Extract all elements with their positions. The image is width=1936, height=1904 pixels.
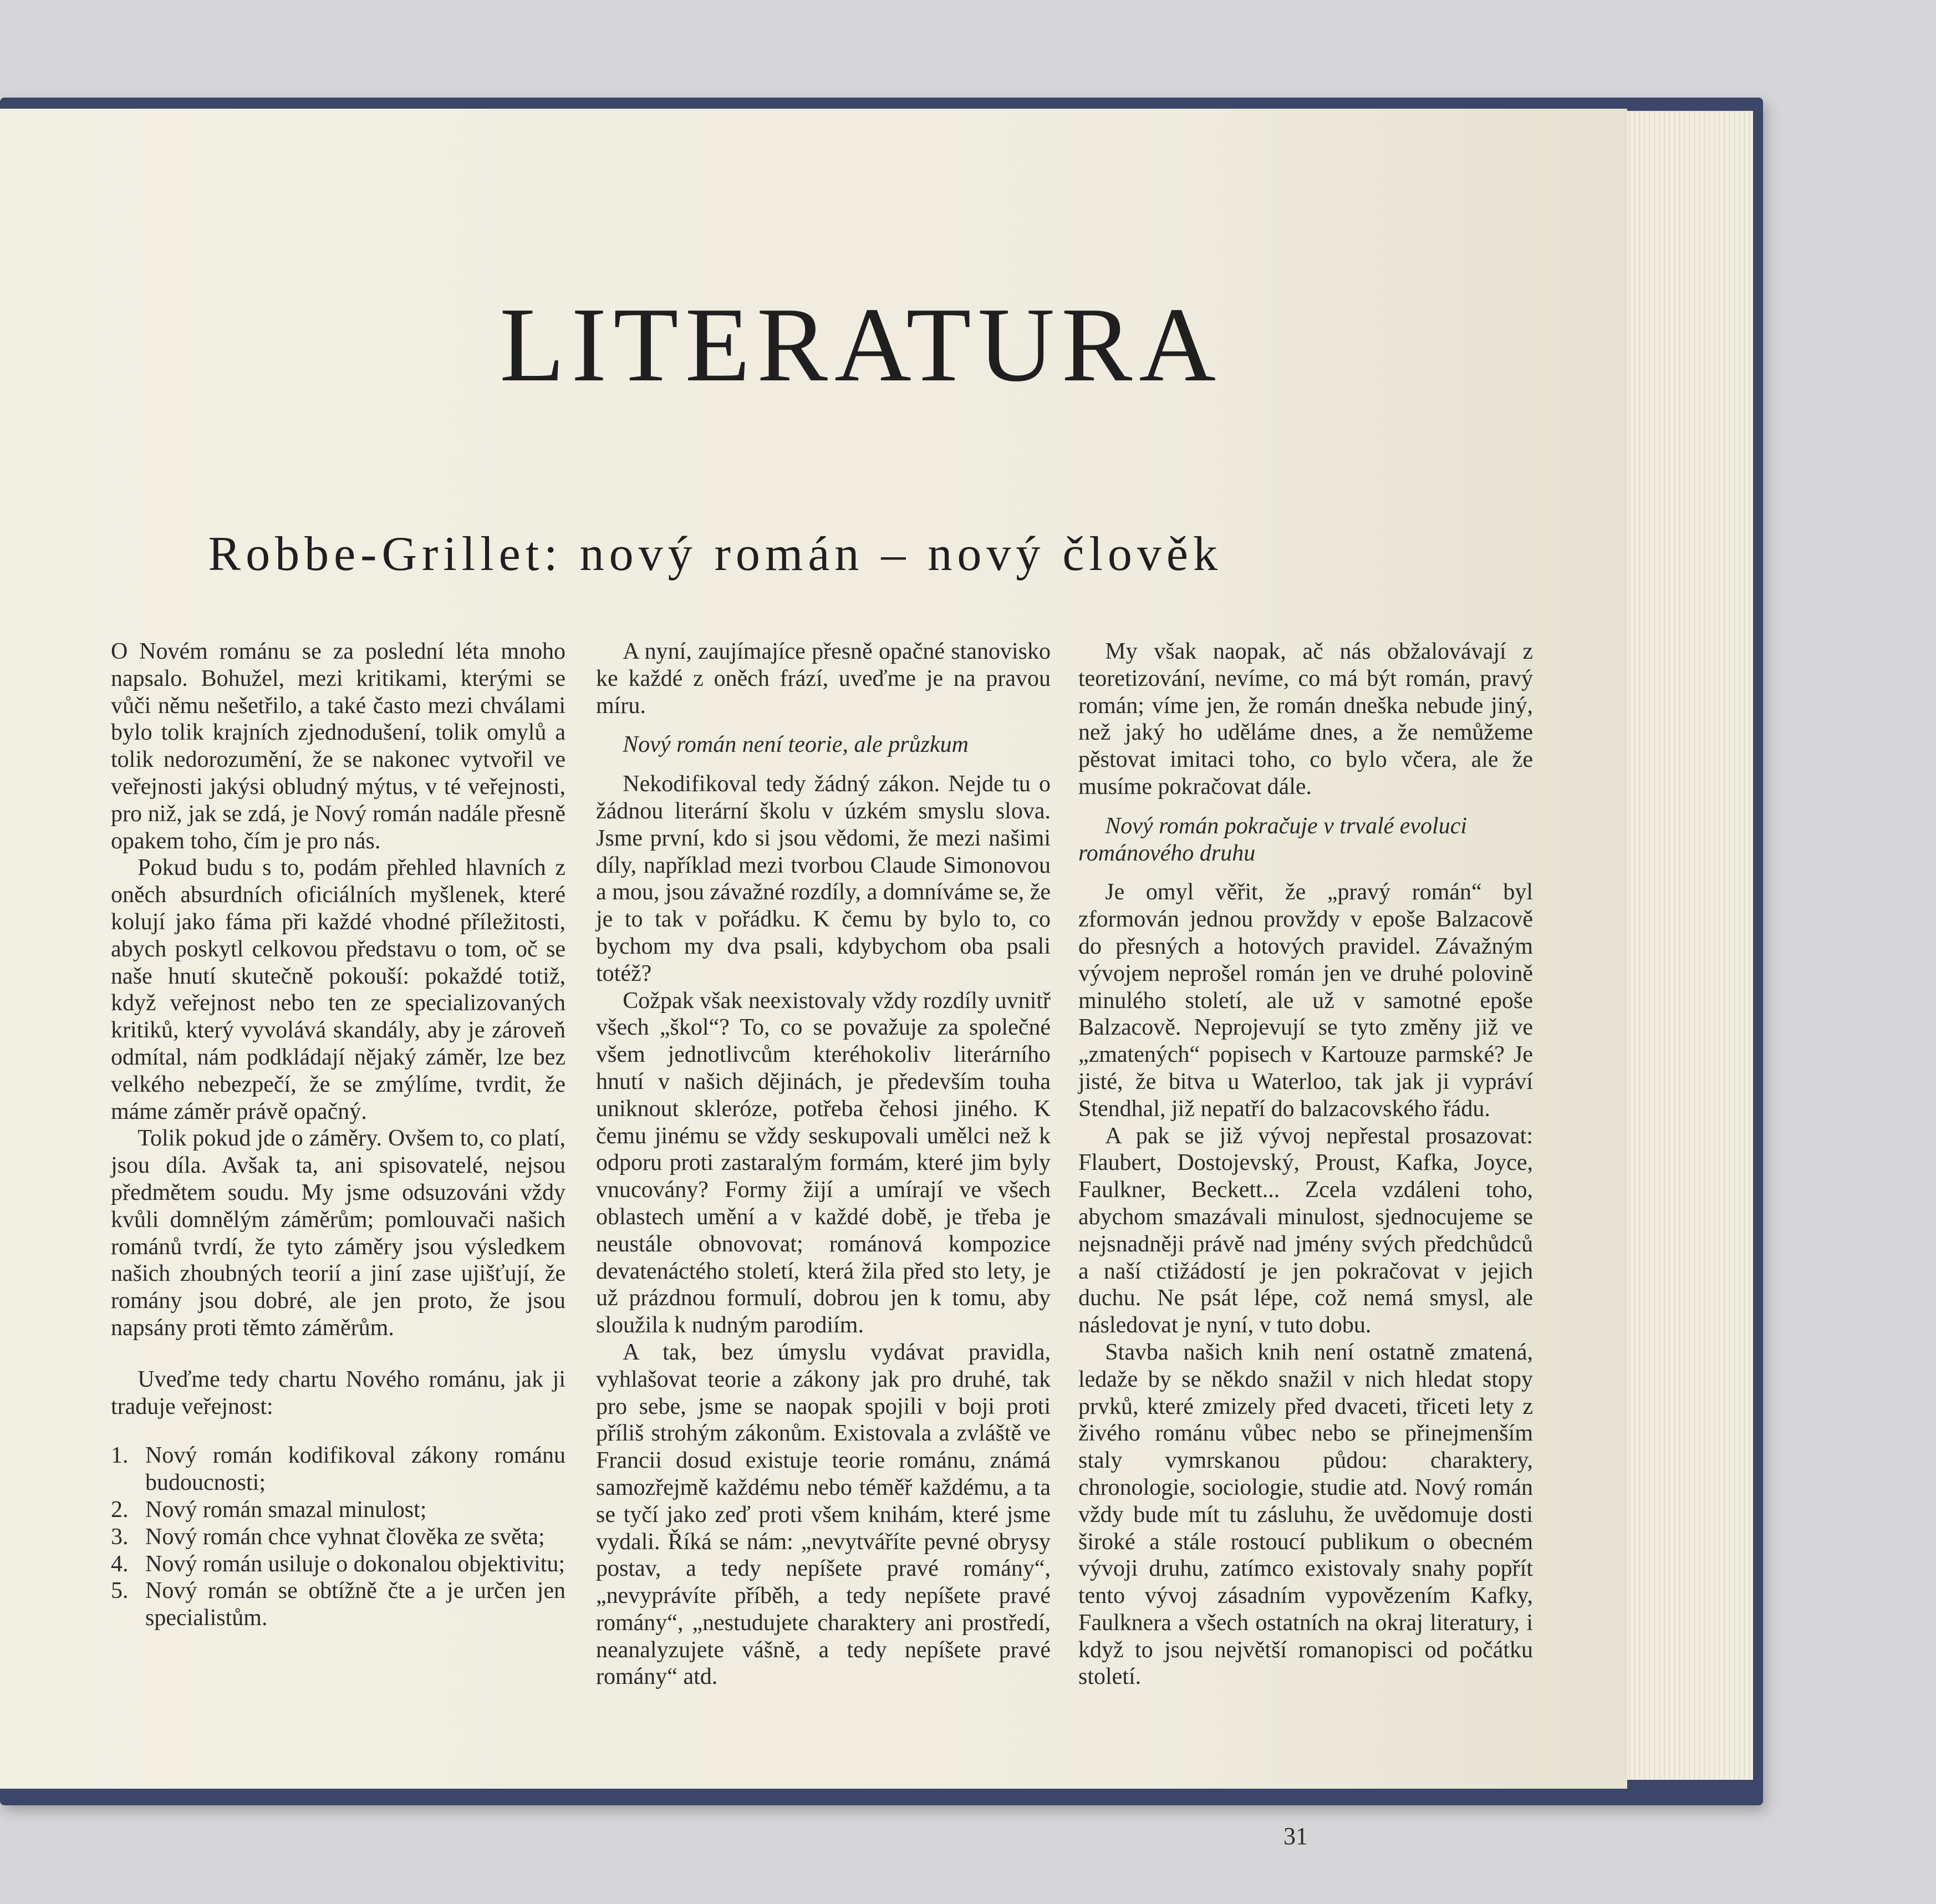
article-title: Robbe-Grillet: nový román – nový člověk xyxy=(208,527,1222,581)
charter-list xyxy=(111,1442,565,1632)
list-number: 3. xyxy=(111,1524,129,1550)
list-text: Nový román smazal minulost; xyxy=(145,1496,427,1523)
list-text: Nový román usiluje o dokonalou objektivitu; xyxy=(145,1551,565,1577)
list-number: 5. xyxy=(111,1578,129,1604)
list-number: 4. xyxy=(111,1551,129,1577)
page-block-edge xyxy=(1624,111,1753,1780)
paragraph: Cožpak však neexistovaly vždy rozdíly uvnitř všech „škol“? To, co se považuje za společné všem jednotlivcům kteréhokoliv literárního hnutí v našich dějinách, je především touha uniknout skleróze, potřeba čehosi jiného. K čemu jinému se vždy seskupovali umělci než k odporu proti zastaralým formám, které jim byly vnucovány? Formy žijí a umírají ve všech oblastech umění a v každé době, je třeba je neustále obnovovat; románová kompozice devatenáctého století, která žila před sto lety, je už prázdnou formulí, dobrou jen k tomu, aby sloužila k nudným parodiím. xyxy=(596,987,1051,1338)
paragraph: A pak se již vývoj nepřestal prosazovat: Flaubert, Dostojevský, Proust, Kafka, Joyce, Faulkner, Beckett... Zcela vzdáleni toho, abychom smazávali minulost, sjednocujeme se nejsnadněji právě nad jmény svých předchůdců a naší ctižádostí je jen pokračovat v jejich duchu. Ne psát lépe, což nemá smysl, ale následovat je nyní, v tuto dobu. xyxy=(1078,1123,1533,1338)
paragraph: Uveďme tedy chartu Nového románu, jak ji traduje veřejnost: xyxy=(111,1366,565,1419)
list-text: Nový román se obtížně čte a je určen jen specialistům. xyxy=(145,1578,565,1631)
paragraph: Nekodifikoval tedy žádný zákon. Nejde tu o žádnou literární školu v úzkém smyslu slova. Jsme první, kdo si jsou vědomi, že mezi našimi díly, například mezi tvorbou Claude Simonovou a mou, jsou závažné rozdíly, a domníváme se, že je to tak v pořádku. K čemu by bylo to, co bychom my dva psali, kdybychom oba psali totéž? xyxy=(596,771,1051,986)
subheading: Nový román pokračuje v trvalé evoluci románového druhu xyxy=(1078,813,1468,866)
paragraph: My však naopak, ač nás obžalovávají z teoretizování, nevíme, co má být román, pravý román; víme jen, že román dneška nebude jiný, než jaký ho uděláme dnes, a že nemůžeme pěstovat imitaci toho, co bylo včera, ale že musíme pokračovat dále. xyxy=(1078,639,1533,800)
text-column-3 xyxy=(1078,638,1533,1691)
paragraph: Tolik pokud jde o záměry. Ovšem to, co platí, jsou díla. Avšak ta, ani spisovatelé, nejsou předmětem soudu. My jsme odsuzováni vždy kvůli domnělým záměrům; pomlouvači našich románů tvrdí, že tyto záměry jsou výsledkem našich zhoubných teorií a jiní zase ujišťují, že romány jsou dobré, ale jen proto, že jsou napsány proti těmto záměrům. xyxy=(111,1126,565,1341)
list-item xyxy=(111,1577,565,1632)
list-item xyxy=(111,1496,565,1524)
paragraph: Pokud budu s to, podám přehled hlavních z oněch absurdních oficiálních myšlenek, které kolují jako fáma při každé vhodné příležitosti, abych poskytl celkovou představu o tom, oč se naše hnutí skutečně pokouší: pokaždé totiž, když veřejnost nebo ten ze specializovaných kritiků, který vyvolává skandály, aby je zároveň odmítal, nám podkládají nějaký záměr, lze bez velkého nebezpečí, že se zmýlíme, tvrdit, že máme záměr právě opačný. xyxy=(111,855,565,1124)
paragraph: A nyní, zaujímajíce přesně opačné stanovisko ke každé z oněch frází, uveďme je na pravou míru. xyxy=(596,639,1051,719)
subheading: Nový román není teorie, ale průzkum xyxy=(623,732,969,758)
list-item xyxy=(111,1524,565,1551)
section-title: LITERATURA xyxy=(500,286,1222,404)
paragraph: Je omyl věřit, že „pravý román“ byl zformován jednou provždy v epoše Balzacově do přesných a hotových pravidel. Závažným vývojem neprošel román jen ve druhé polovině minulého století, ale už v samotné epoše Balzacově. Neprojevují se tyto změny již ve „zmatených“ popisech v Kartouze parmské? Je jisté, že bitva u Waterloo, tak jak ji vypráví Stendhal, již nepatří do balzacovského řádu. xyxy=(1078,879,1533,1122)
list-number: 1. xyxy=(111,1443,129,1469)
paragraph: O Novém románu se za poslední léta mnoho napsalo. Bohužel, mezi kritikami, kterými se vůči němu nešetřilo, a také často mezi chválami bylo tolik krajních zjednodušení, tolik omylů a tolik nedorozumění, že se nakonec vytvořil ve veřejnosti jakýsi obludný mýtus, v té veřejnosti, pro niž, jak se zdá, je Nový román nadále přesně opakem toho, čím je pro nás. xyxy=(111,639,565,854)
paragraph: A tak, bez úmyslu vydávat pravidla, vyhlašovat teorie a zákony jak pro druhé, tak pro sebe, jsme se naopak spojili v boji proti příliš strohým zákonům. Existovala a zvláště ve Francii dosud existuje teorie románu, známá samozřejmě každému nebo téměř každému, a ta se tyčí jako zeď proti všem knihám, které jsme vydali. Říká se nám: „nevytváříte pevné obrysy postav, a tedy nepíšete pravé romány“, „nevyprávíte příběh, a tedy nepíšete pravé romány“, „nestudujete charaktery ani prostředí, neanalyzujete vášně, a tedy nepíšete pravé romány“ atd. xyxy=(596,1339,1051,1690)
book-page xyxy=(0,109,1627,1850)
paragraph: Stavba našich knih není ostatně zmatená, ledaže by se někdo snažil v nich hledat stopy prvků, které zmizely před dvaceti, třiceti lety z živého románu vůbec nebo se přinejmenším staly vymrskanou půdou: charaktery, chronologie, sociologie, studie atd. Nový román vždy bude mít tu zásluhu, že uvědomuje dosti široké a stále rostoucí publikum o obecném vývoji druhu, zatímco existovaly snahy popřít tento vývoj zásadním vypovězením Kafky, Faulknera a všech ostatních na okraj literatury, i když to jsou největší romanopisci od počátku století. xyxy=(1078,1339,1533,1690)
text-column-2 xyxy=(596,638,1051,1691)
list-number: 2. xyxy=(111,1496,129,1523)
list-text: Nový román chce vyhnat člověka ze světa; xyxy=(145,1524,545,1550)
text-column-1 xyxy=(111,638,565,1632)
list-text: Nový román kodifikoval zákony románu budoucnosti; xyxy=(145,1443,565,1496)
list-item xyxy=(111,1551,565,1578)
page-number: 31 xyxy=(1283,1822,1308,1850)
list-item xyxy=(111,1442,565,1496)
